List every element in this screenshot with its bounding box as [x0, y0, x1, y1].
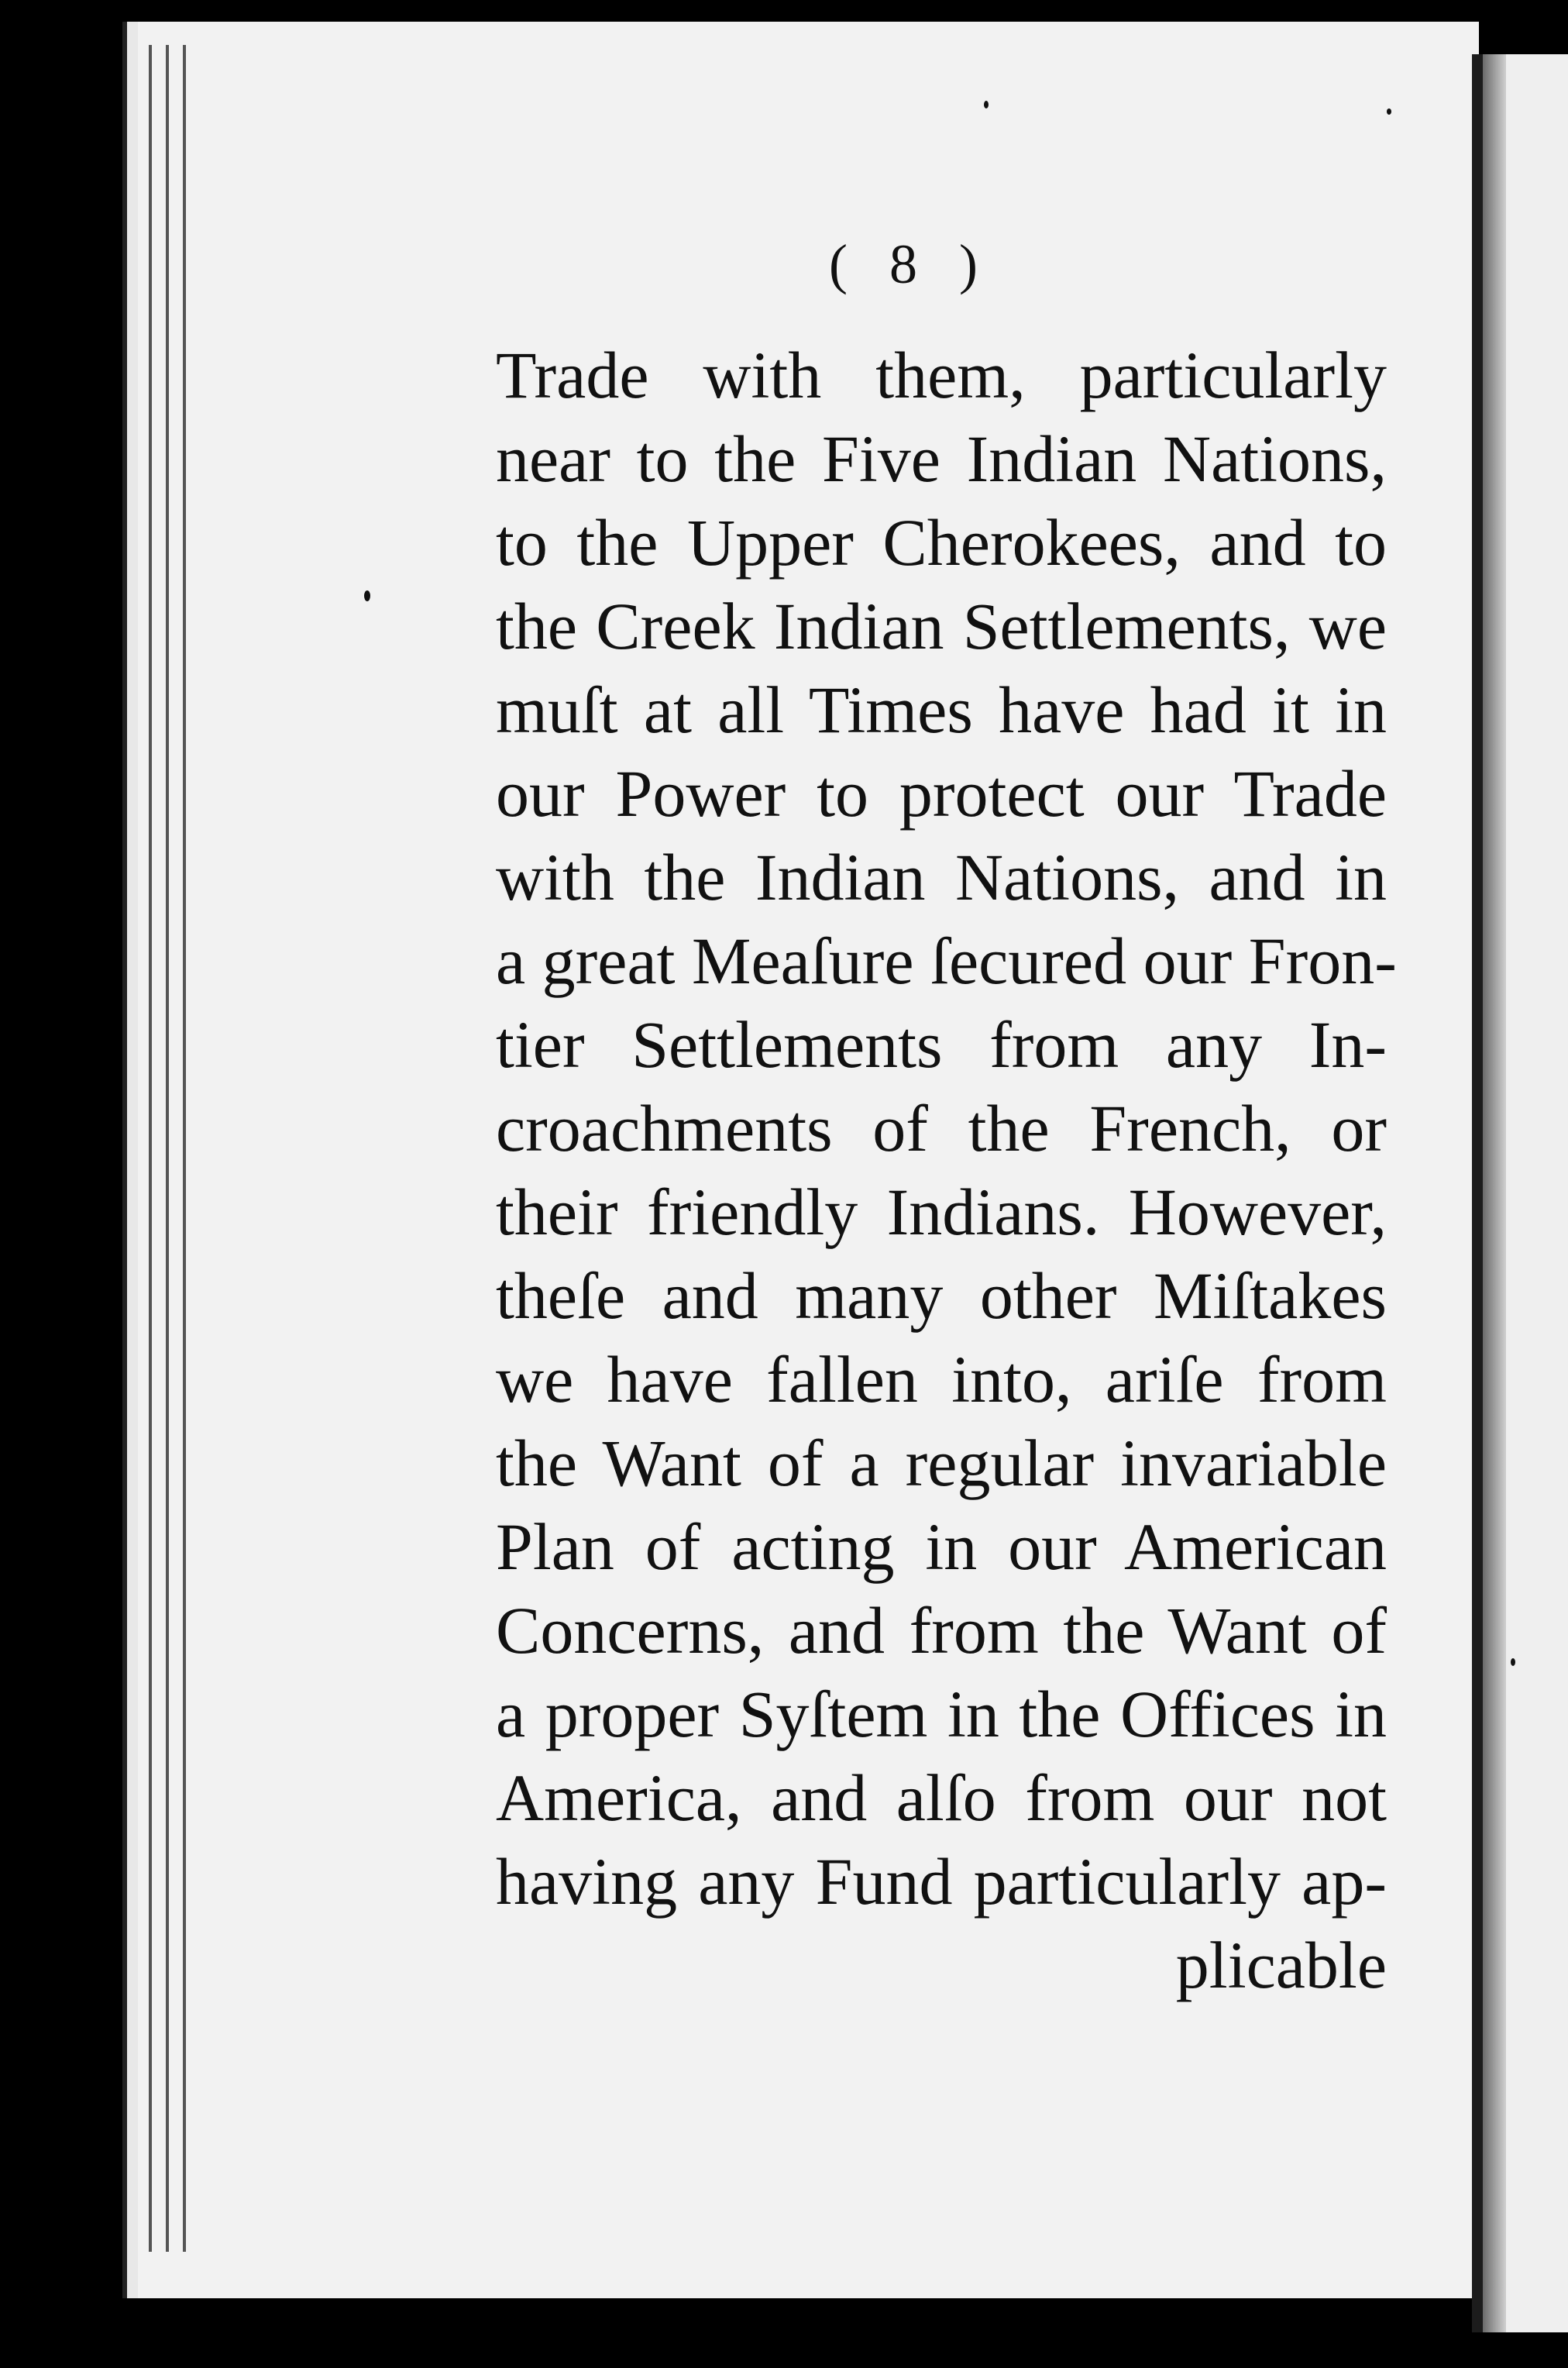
page-edge-line: [183, 45, 186, 2252]
ink-speck: [364, 590, 370, 601]
text-line: with the Indian Nations, and in: [496, 840, 1387, 914]
catchword: plicable: [1175, 1928, 1387, 2002]
text-line: having any Fund particularly ap-: [496, 1844, 1387, 1919]
page-number: ( 8 ): [829, 233, 992, 295]
text-line: America, and alſo from our not: [496, 1761, 1387, 1835]
text-line: Concerns, and from the Want of: [496, 1593, 1387, 1668]
text-line: a great Meaſure ſecured our Fron-: [496, 924, 1397, 998]
ink-speck: [984, 101, 989, 108]
text-line: near to the Five Indian Nations,: [496, 422, 1387, 496]
text-line: we have fallen into, ariſe from: [496, 1342, 1387, 1416]
text-line: theſe and many other Miſtakes: [496, 1258, 1387, 1333]
ink-speck: [1511, 1658, 1515, 1666]
text-line: croachments of the French, or: [496, 1091, 1387, 1165]
text-line: their friendly Indians. However,: [496, 1175, 1387, 1249]
text-line: a proper Syſtem in the Offices in: [496, 1677, 1387, 1751]
text-line: tier Settlements from any In-: [496, 1007, 1387, 1082]
text-line: the Want of a regular invariable: [496, 1426, 1387, 1500]
text-line: Trade with them, particularly: [496, 338, 1387, 412]
text-line: Plan of acting in our American: [496, 1509, 1387, 1584]
page-edge-line: [149, 45, 152, 2252]
text-line: our Power to protect our Trade: [496, 756, 1387, 831]
text-line: the Creek Indian Settlements, we: [496, 589, 1387, 663]
text-line: to the Upper Cherokees, and to: [496, 505, 1387, 580]
ink-speck: [1387, 108, 1391, 115]
page-edge-line: [166, 45, 169, 2252]
text-line: muſt at all Times have had it in: [496, 673, 1387, 747]
body-text: [496, 333, 1397, 2007]
page-gutter-shadow: [1483, 54, 1506, 2332]
facing-page-edge: [1472, 54, 1568, 2332]
